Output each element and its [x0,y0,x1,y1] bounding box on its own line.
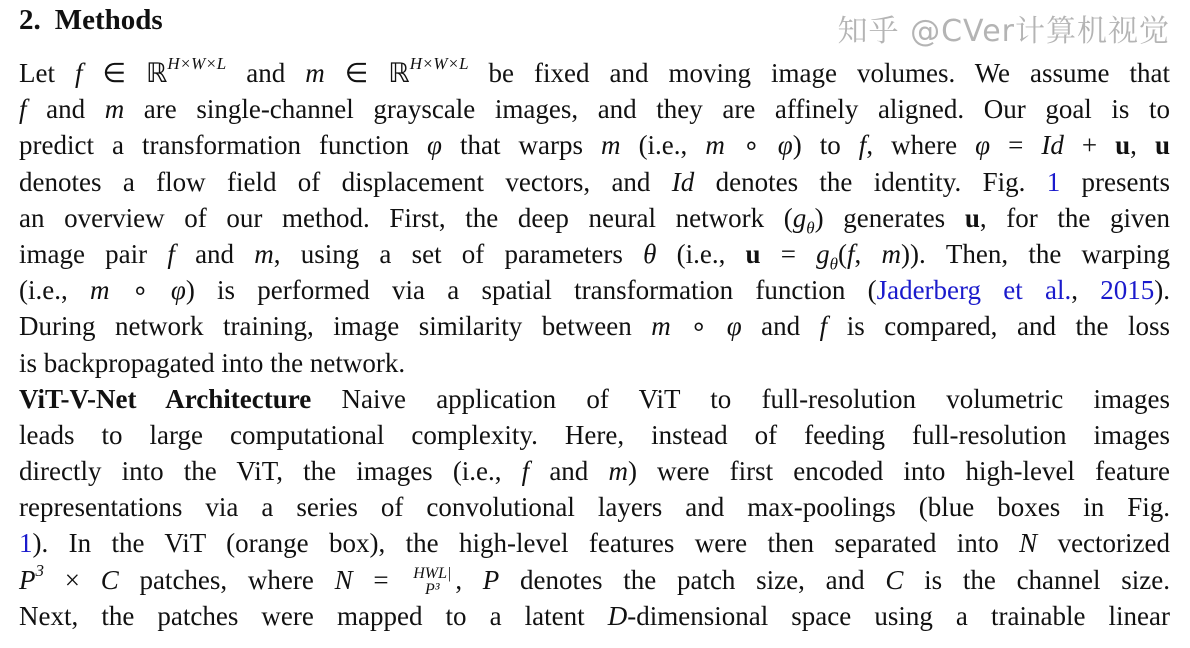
math-symbol: m [651,311,671,342]
text-line [19,308,1170,344]
text-span: leads to large computational complexity. Here, instead of feeding full-resolution images [19,419,1170,450]
bold-text: u [1154,130,1170,161]
text-span: , [1130,130,1155,161]
math-symbol: g [792,202,807,233]
math-symbol: φ [975,130,991,161]
text-span: and [26,94,105,125]
math-symbol: φ [427,130,442,161]
text-line [19,525,1170,561]
text-span: directly into the ViT, the images (i.e., [19,456,522,487]
text-span: ). In the ViT (orange box), the high-level features were then separated into [32,528,1020,559]
text-span: , using a set of parameters [273,238,644,269]
text-span: that warps [441,130,602,161]
math-symbol: g [816,238,830,269]
bold-text: u [1115,130,1131,161]
math-subscript: θ [829,254,839,274]
text-line [19,489,1170,525]
text-span: , [455,564,483,595]
math-symbol: m [601,130,621,161]
text-span: is compared, and the loss [827,311,1170,342]
text-span: Let [19,58,75,88]
text-span: -dimensional space using a trainable linear [627,600,1170,631]
math-symbol: φ [777,130,793,161]
text-line [19,127,1170,163]
bold-text: u [745,238,761,269]
text-span: image pair [19,238,168,269]
text-span: are single-channel grayscale images, and they are affinely aligned. Our goal is to [124,94,1170,125]
text-span: (i.e., [620,130,706,161]
text-span: Naive application of ViT to full-resolution volumetric images [311,383,1171,414]
section-heading [19,4,177,37]
text-span: = [352,564,410,595]
text-span: patches, where [118,564,335,595]
math-symbol: m [254,238,274,269]
methods-paragraphs [19,55,1170,634]
citation-link[interactable]: 1 [19,528,33,559]
bold-text: ViT-V-Net Architecture [19,383,312,414]
text-line [19,272,1170,308]
text-span: ( [838,238,848,269]
math-symbol: m [881,238,901,269]
math-subscript: θ [806,218,815,238]
math-symbol: f [847,238,855,269]
text-span: Next, the patches were mapped to a latent [19,600,608,631]
math-symbol: P [482,564,500,595]
bold-text: u [964,202,980,233]
text-line [19,598,1170,634]
math-symbol: m [104,94,125,125]
text-line [19,200,1170,236]
text-span: ∘ [109,275,171,306]
text-span: ) generates [814,202,965,233]
text-span: and [174,238,255,269]
section-title: Methods [54,4,163,36]
text-span: (i.e., [19,275,90,306]
text-span: ) is performed via a spatial transformation function ( [185,275,877,306]
text-line [19,91,1170,127]
text-span: , for the given [979,202,1170,233]
text-span: (i.e., [656,238,746,269]
math-symbol: P [19,564,36,595]
math-symbol: f [167,238,175,269]
text-span: × [44,564,101,595]
text-line [19,562,1170,598]
math-symbol: C [100,564,119,595]
text-span: representations via a series of convolutional layers and max-poolings (blue boxes in Fig. [19,492,1170,523]
text-span: , [854,238,882,269]
math-symbol: f [858,130,867,161]
math-symbol: f [19,94,27,125]
text-span: ). [1154,275,1170,306]
math-symbol: D [607,600,628,631]
text-span: ∘ [724,130,778,161]
math-symbol: f [74,58,83,88]
text-span: Then, the warping [925,238,1171,269]
text-span: denotes the patch size, and [499,564,886,595]
text-span: ∘ [670,311,727,342]
citation-link[interactable]: 1 [1046,166,1061,197]
text-line [19,55,1170,91]
text-line [19,345,1170,381]
text-span: , [1071,275,1101,306]
watermark: 知乎 @CVer计算机视觉 [837,14,1170,49]
text-line [19,417,1170,453]
math-symbol: Id [1041,130,1064,161]
text-span: predict a transformation function [19,130,428,161]
text-span: ) to [792,130,859,161]
math-symbol: φ [726,311,742,342]
text-span: ) were first encoded into high-level feature [627,456,1171,487]
text-span: presents [1060,166,1170,197]
text-line [19,164,1170,200]
math-symbol: θ [643,238,657,269]
math-superscript: H×W×L [409,54,469,73]
math-superscript: 3 [35,560,44,580]
text-span: )). [901,238,926,269]
text-line [19,236,1170,272]
math-symbol: m [305,58,325,88]
text-span: denotes the identity. Fig. [694,166,1047,197]
text-span: = [990,130,1042,161]
math-symbol: m [89,275,110,306]
text-span: ∈ ℝ [324,58,410,88]
section-number: 2. [19,4,41,36]
math-fraction: HWL|P³ [413,565,452,599]
math-symbol: C [885,564,904,595]
text-span: an overview of our method. First, the deep neural network ( [19,202,793,233]
math-symbol: Id [671,166,695,197]
math-symbol: N [334,564,353,595]
math-symbol: N [1019,528,1038,559]
math-symbol: f [521,456,530,487]
text-span: , where [866,130,976,161]
text-span: is backpropagated into the network. [19,347,406,378]
math-symbol: m [608,456,628,487]
text-span: is the channel size. [903,564,1170,595]
citation-link[interactable]: 2015 [1100,275,1155,306]
text-span: During network training, image similarity between [19,311,652,342]
text-span: vectorized [1037,528,1170,559]
text-span: and [529,456,609,487]
citation-link[interactable]: Jaderberg et al. [876,275,1072,306]
math-superscript: H×W×L [167,54,227,73]
text-span: denotes a flow field of displacement vectors, and [19,166,672,197]
text-span: and [741,311,820,342]
text-span: + [1063,130,1116,161]
text-span: be fixed and moving image volumes. We assume that [468,58,1171,88]
text-line [19,381,1170,417]
text-span: ∈ ℝ [82,58,168,88]
math-symbol: φ [170,275,186,306]
math-symbol: f [819,311,828,342]
text-line [19,453,1170,489]
text-span: = [760,238,817,269]
math-symbol: m [705,130,725,161]
text-span: and [226,58,306,88]
